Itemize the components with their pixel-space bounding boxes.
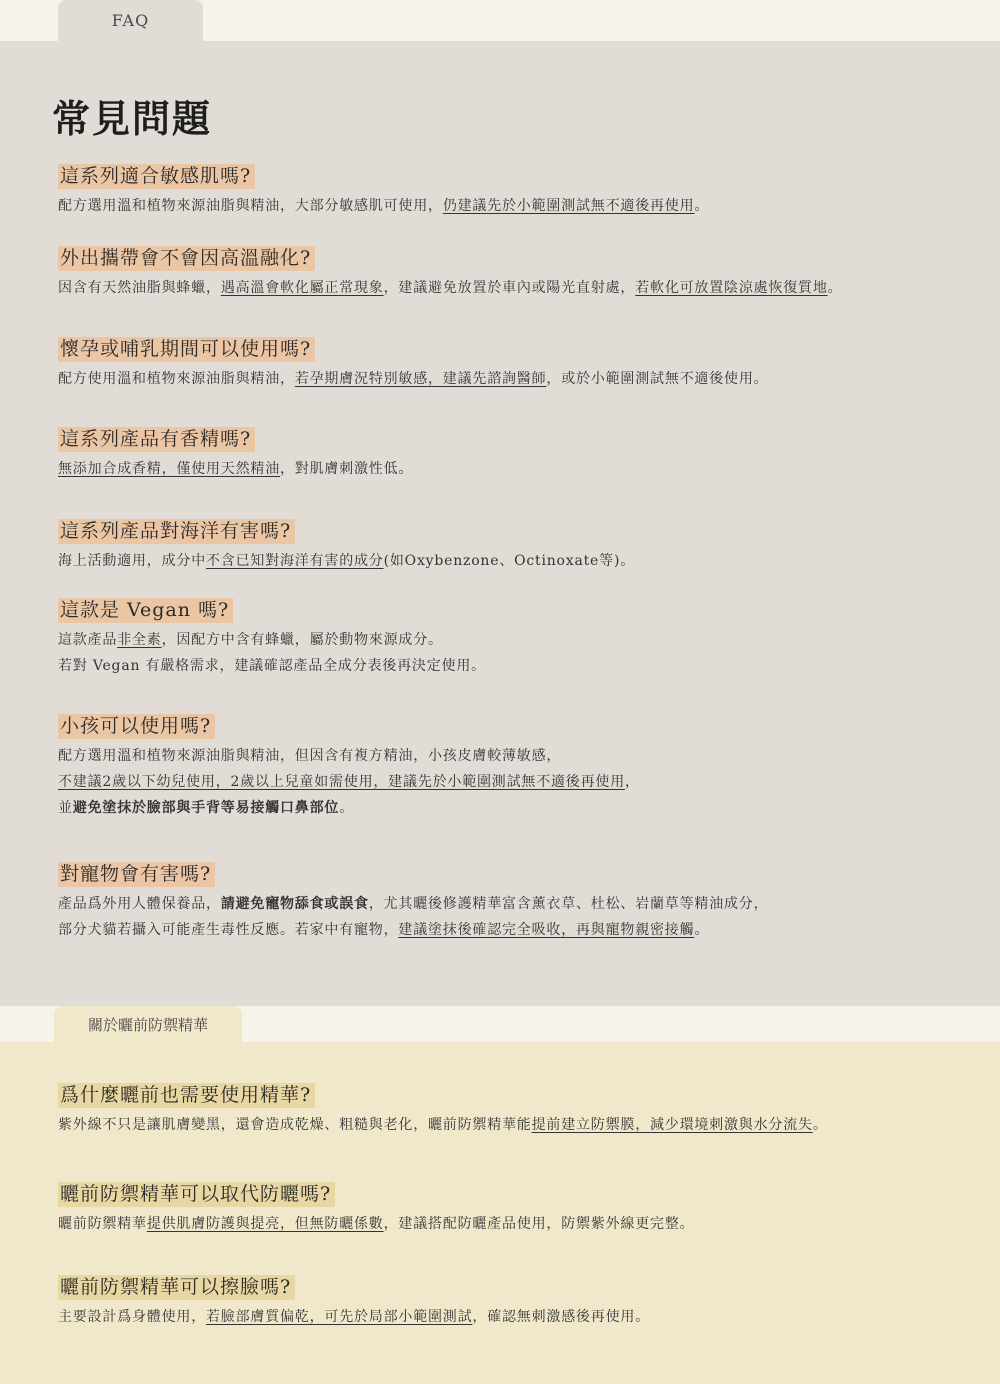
faq-item (58, 862, 978, 943)
answer-line (58, 548, 978, 574)
answer-underlined-text: 仍建議先於小範圍測試無不適後再使用 (442, 197, 695, 214)
answer-text: 。 (694, 921, 710, 938)
faq-item (58, 427, 978, 482)
faq-item (58, 164, 978, 219)
answer-text: 配方選用溫和植物來源油脂與精油，大部分敏感肌可使用， (58, 197, 443, 214)
question: 這系列適合敏感肌嗎? (58, 164, 255, 189)
answer-line (58, 275, 978, 301)
answer-underlined-text: 不建議2歲以下幼兒使用，2歲以上兒童如需使用，建議先於小範圍測試無不適後再使用 (58, 773, 626, 790)
answer-text: ，建議避免放置於車內或陽光直射處， (383, 279, 636, 296)
answer-text: 產品爲外用人體保養品， (58, 895, 221, 912)
answer-text: ，尤其曬後修護精華富含薰衣草、杜松、岩蘭草等精油成分， (368, 895, 769, 912)
answer-text: 紫外線不只是讓肌膚變黑，還會造成乾燥、粗糙與老化，曬前防禦精華能 (58, 1116, 532, 1133)
answer-line (58, 366, 978, 392)
answer-underlined-text: 建議塗抹後確認完全吸收，再與寵物親密接觸 (398, 921, 695, 938)
question: 曬前防禦精華可以擦臉嗎? (58, 1275, 295, 1300)
answer-line (58, 627, 978, 653)
answer-underlined-text: 若臉部膚質偏乾，可先於局部小範圍測試 (206, 1308, 473, 1325)
question: 小孩可以使用嗎? (58, 714, 215, 739)
answer-text: 海上活動適用，成分中 (58, 552, 206, 569)
answer-text: 。 (694, 197, 710, 214)
answer-line (58, 769, 978, 795)
answer-text: 部分犬貓若攝入可能產生毒性反應。若家中有寵物， (58, 921, 399, 938)
answer-underlined-text: 遇高溫會軟化屬正常現象 (220, 279, 384, 296)
answer-bold-text: 請避免寵物舔食或誤食 (220, 895, 369, 912)
question: 爲什麼曬前也需要使用精華? (58, 1083, 315, 1108)
about-item (58, 1182, 978, 1237)
answer-text: ，或於小範圍測試無不適後使用。 (546, 370, 769, 387)
answer-line (58, 456, 978, 482)
question: 這系列產品對海洋有害嗎? (58, 519, 295, 544)
answer-bold-text: 避免塗抹於臉部與手背等易接觸口鼻部位 (72, 799, 340, 816)
answer-text: 。 (339, 799, 355, 816)
question: 懷孕或哺乳期間可以使用嗎? (58, 337, 315, 362)
page-title: 常見問題 (52, 96, 213, 141)
tab-about[interactable]: 關於曬前防禦精華 (54, 1006, 242, 1042)
answer-text: ，對肌膚刺激性低。 (280, 460, 414, 477)
faq-item (58, 714, 978, 821)
answer-underlined-text: 不含已知對海洋有害的成分 (206, 552, 384, 569)
faq-item (58, 519, 978, 574)
answer-text: 配方選用溫和植物來源油脂與精油，但因含有複方精油，小孩皮膚較薄敏感， (58, 747, 562, 764)
answer-underlined-text: 無添加合成香精，僅使用天然精油 (58, 460, 280, 477)
answer-line (58, 1211, 978, 1237)
answer-line (58, 743, 978, 769)
answer-text: 主要設計爲身體使用， (58, 1308, 206, 1325)
answer-line (58, 653, 978, 679)
faq-item (58, 598, 978, 679)
answer-text: ， (625, 773, 640, 790)
faq-item (58, 337, 978, 392)
question: 曬前防禦精華可以取代防曬嗎? (58, 1182, 335, 1207)
answer-underlined-text: 若軟化可放置陰涼處恢復質地 (635, 279, 828, 296)
question: 對寵物會有害嗎? (58, 862, 215, 887)
question: 外出攜帶會不會因高溫融化? (58, 246, 315, 271)
answer-line (58, 1304, 978, 1330)
answer-text: 若對 Vegan 有嚴格需求，建議確認產品全成分表後再決定使用。 (58, 657, 486, 674)
answer-text: ，確認無刺激感後再使用。 (472, 1308, 651, 1325)
answer-text: ，因配方中含有蜂蠟，屬於動物來源成分。 (161, 631, 443, 648)
faq-item (58, 246, 978, 301)
answer-text: 因含有天然油脂與蜂蠟， (58, 279, 221, 296)
answer-underlined-text: 非全素 (117, 631, 162, 648)
answer-text: (如Oxybenzone、Octinoxate等)。 (383, 552, 636, 569)
answer-line (58, 795, 978, 821)
answer-text: 。 (827, 279, 843, 296)
answer-underlined-text: 若孕期膚況特別敏感，建議先諮詢醫師 (294, 370, 547, 387)
answer-text: 並 (58, 799, 73, 816)
answer-underlined-text: 提前建立防禦膜，減少環境刺激與水分流失 (531, 1116, 813, 1133)
answer-text: 這款產品 (58, 631, 118, 648)
answer-line (58, 193, 978, 219)
answer-text: 配方使用溫和植物來源油脂與精油， (58, 370, 295, 387)
tab-faq[interactable]: FAQ (58, 0, 203, 41)
answer-text: 。 (812, 1116, 828, 1133)
answer-underlined-text: 提供肌膚防護與提亮，但無防曬係數 (146, 1215, 384, 1232)
about-item (58, 1083, 978, 1138)
answer-text: ，建議搭配防曬產品使用，防禦紫外線更完整。 (383, 1215, 695, 1232)
question: 這系列產品有香精嗎? (58, 427, 255, 452)
answer-line (58, 1112, 978, 1138)
answer-line (58, 891, 978, 917)
question: 這款是 Vegan 嗎? (58, 598, 233, 623)
answer-line (58, 917, 978, 943)
answer-text: 曬前防禦精華 (58, 1215, 147, 1232)
about-item (58, 1275, 978, 1330)
